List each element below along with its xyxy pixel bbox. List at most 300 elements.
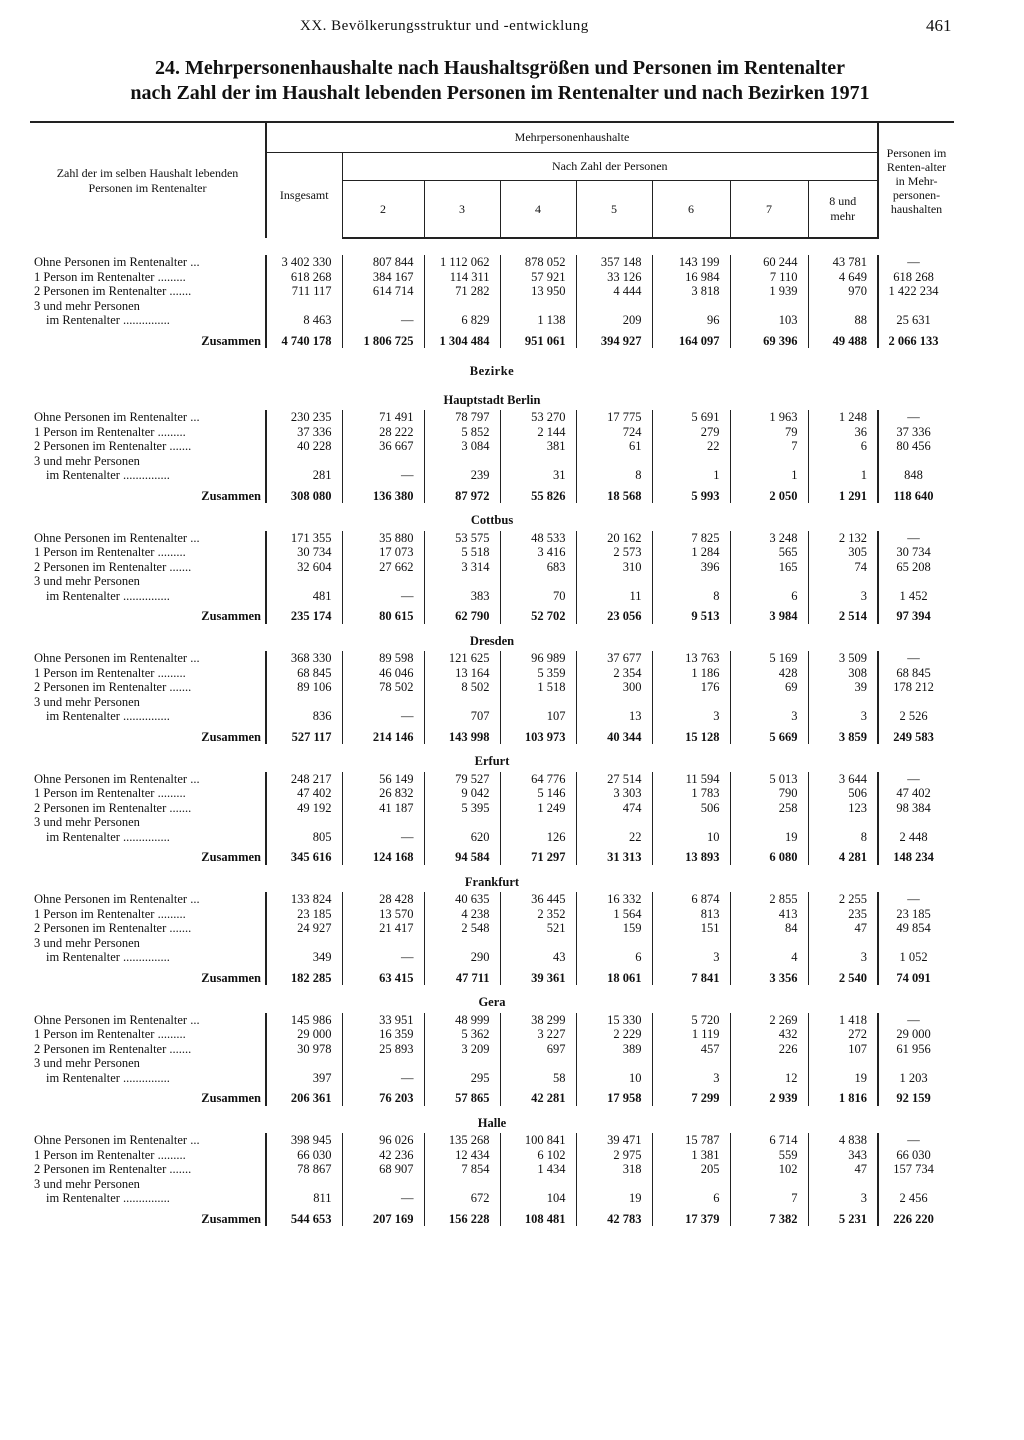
cell-value: 6 <box>576 936 652 965</box>
cell-value: 26 832 <box>342 786 424 801</box>
total-value: 148 234 <box>878 844 954 865</box>
cell-value: 457 <box>652 1042 730 1057</box>
statistics-table <box>30 121 954 1226</box>
cell-value: 1 112 062 <box>424 255 500 270</box>
cell-value: 1 452 <box>878 574 954 603</box>
cell-value: — <box>342 1177 424 1206</box>
district-heading-row <box>30 383 954 411</box>
cell-value: 65 208 <box>878 560 954 575</box>
cell-value: — <box>878 772 954 787</box>
row-label-text-2: im Rentenalter ............... <box>46 950 170 964</box>
total-value: 214 146 <box>342 724 424 745</box>
cell-value: 33 126 <box>576 270 652 285</box>
table-row <box>30 545 954 560</box>
cell-value: 21 417 <box>342 921 424 936</box>
cell-value: 836 <box>266 695 342 724</box>
cell-value: 3 084 <box>424 439 500 454</box>
row-label-text: 3 und mehr Personen <box>34 1176 140 1191</box>
cell-value: 5 359 <box>500 666 576 681</box>
cell-value: 258 <box>730 801 808 816</box>
cell-value: 22 <box>652 439 730 454</box>
cell-value: 13 950 <box>500 284 576 299</box>
total-value: 527 117 <box>266 724 342 745</box>
table-row <box>30 560 954 575</box>
cell-value: 36 445 <box>500 892 576 907</box>
cell-value: — <box>342 454 424 483</box>
cell-value: 3 248 <box>730 531 808 546</box>
row-label-text: Ohne Personen im Rentenalter ... <box>34 771 200 786</box>
cell-value: 23 185 <box>266 907 342 922</box>
total-row <box>30 328 954 349</box>
col-header-4: 4 <box>500 180 576 238</box>
cell-value: 209 <box>576 299 652 328</box>
row-label-text: 3 und mehr Personen <box>34 694 140 709</box>
row-label-text: 1 Person im Rentenalter ......... <box>34 424 186 439</box>
cell-value: 39 <box>808 680 878 695</box>
row-label <box>30 410 266 425</box>
cell-value: 37 336 <box>878 425 954 440</box>
cell-value: 384 167 <box>342 270 424 285</box>
total-value: 63 415 <box>342 965 424 986</box>
cell-value: 47 <box>808 1162 878 1177</box>
cell-value: 349 <box>266 936 342 965</box>
cell-value: 13 570 <box>342 907 424 922</box>
cell-value: 1 434 <box>500 1162 576 1177</box>
total-value: 17 379 <box>652 1206 730 1227</box>
bezirke-label: Bezirke <box>469 364 515 378</box>
cell-value: 1 564 <box>576 907 652 922</box>
cell-value: 4 649 <box>808 270 878 285</box>
total-value: 4 281 <box>808 844 878 865</box>
row-label-text: Ohne Personen im Rentenalter ... <box>34 530 200 545</box>
row-label-text: Ohne Personen im Rentenalter ... <box>34 1133 200 1147</box>
cell-value: 724 <box>576 425 652 440</box>
total-value: 156 228 <box>424 1206 500 1227</box>
cell-value: 133 824 <box>266 892 342 907</box>
cell-value: 36 667 <box>342 439 424 454</box>
district-heading-row <box>30 503 954 531</box>
total-value: 13 893 <box>652 844 730 865</box>
total-value: 55 826 <box>500 483 576 504</box>
cell-value: 28 222 <box>342 425 424 440</box>
cell-value: 3 303 <box>576 786 652 801</box>
cell-value: 56 149 <box>342 772 424 787</box>
cell-value: 6 <box>652 1177 730 1206</box>
row-label <box>30 921 266 936</box>
cell-value: 683 <box>500 560 576 575</box>
cell-value: 29 000 <box>878 1027 954 1042</box>
table-row <box>30 666 954 681</box>
cell-value: 69 <box>730 680 808 695</box>
total-value: 17 958 <box>576 1085 652 1106</box>
cell-value: 43 781 <box>808 255 878 270</box>
total-label: Zusammen <box>201 1211 261 1226</box>
cell-value: 239 <box>424 454 500 483</box>
cell-value: 1 <box>730 454 808 483</box>
cell-value: 28 428 <box>342 892 424 907</box>
cell-value: 88 <box>808 299 878 328</box>
cell-value: 66 030 <box>266 1148 342 1163</box>
cell-value: 3 <box>808 574 878 603</box>
total-label: Zusammen <box>201 609 261 623</box>
cell-value: 2 548 <box>424 921 500 936</box>
cell-value: 176 <box>652 680 730 695</box>
total-value: 136 380 <box>342 483 424 504</box>
total-row <box>30 1085 954 1106</box>
row-label <box>30 1027 266 1042</box>
table-row <box>30 892 954 907</box>
total-value: 1 304 484 <box>424 328 500 349</box>
spacer-row <box>30 238 954 255</box>
total-value: 9 513 <box>652 603 730 624</box>
row-label-text-2: im Rentenalter ............... <box>46 588 170 603</box>
cell-value: 618 268 <box>266 270 342 285</box>
cell-value: 3 209 <box>424 1042 500 1057</box>
total-value: 42 281 <box>500 1085 576 1106</box>
cell-value: 123 <box>808 801 878 816</box>
table-body <box>30 238 954 1226</box>
total-value: 2 066 133 <box>878 328 954 349</box>
cell-value: 61 956 <box>878 1042 954 1057</box>
row-label <box>30 1042 266 1057</box>
cell-value: 279 <box>652 425 730 440</box>
row-label <box>30 299 266 328</box>
total-row <box>30 1206 954 1227</box>
total-value: 164 097 <box>652 328 730 349</box>
cell-value: 848 <box>878 454 954 483</box>
district-name: Frankfurt <box>464 874 520 889</box>
table-row <box>30 1133 954 1148</box>
cell-value: 41 187 <box>342 801 424 816</box>
cell-value: — <box>878 531 954 546</box>
table-row <box>30 284 954 299</box>
table-row <box>30 410 954 425</box>
row-label-text: 2 Personen im Rentenalter ....... <box>34 559 192 574</box>
cell-value: 38 299 <box>500 1013 576 1028</box>
cell-value: 31 <box>500 454 576 483</box>
cell-value: 30 734 <box>266 545 342 560</box>
cell-value: 1 284 <box>652 545 730 560</box>
row-label <box>30 454 266 483</box>
cell-value: 49 192 <box>266 801 342 816</box>
cell-value: 970 <box>808 284 878 299</box>
cell-value: 16 359 <box>342 1027 424 1042</box>
cell-value: 226 <box>730 1042 808 1057</box>
cell-value: 396 <box>652 560 730 575</box>
cell-value: 1 249 <box>500 801 576 816</box>
total-value: 92 159 <box>878 1085 954 1106</box>
total-value: 544 653 <box>266 1206 342 1227</box>
table-row <box>30 815 954 844</box>
cell-value: 171 355 <box>266 531 342 546</box>
cell-value: 383 <box>424 574 500 603</box>
row-label <box>30 651 266 666</box>
total-row <box>30 483 954 504</box>
total-value: 57 865 <box>424 1085 500 1106</box>
table-row <box>30 574 954 603</box>
cell-value: 5 518 <box>424 545 500 560</box>
district-name: Gera <box>478 995 506 1009</box>
total-value: 1 806 725 <box>342 328 424 349</box>
total-value: 18 568 <box>576 483 652 504</box>
cell-value: 48 533 <box>500 531 576 546</box>
stub-header: Zahl der im selben Haushalt lebenden Personen im Rentenalter <box>30 122 266 238</box>
row-label <box>30 1013 266 1028</box>
total-value: 1 291 <box>808 483 878 504</box>
cell-value: 53 575 <box>424 531 500 546</box>
cell-value: 805 <box>266 815 342 844</box>
total-value: 40 344 <box>576 724 652 745</box>
cell-value: 121 625 <box>424 651 500 666</box>
total-value: 345 616 <box>266 844 342 865</box>
cell-value: 318 <box>576 1162 652 1177</box>
cell-value: 15 330 <box>576 1013 652 1028</box>
table-row <box>30 531 954 546</box>
cell-value: 3 <box>808 936 878 965</box>
cell-value: 7 <box>730 1177 808 1206</box>
cell-value: 126 <box>500 815 576 844</box>
cell-value: — <box>878 892 954 907</box>
cell-value: 46 046 <box>342 666 424 681</box>
row-label <box>30 801 266 816</box>
cell-value: 4 444 <box>576 284 652 299</box>
cell-value: 57 921 <box>500 270 576 285</box>
cell-value: 6 874 <box>652 892 730 907</box>
row-label <box>30 545 266 560</box>
table-row <box>30 801 954 816</box>
cell-value: 6 <box>808 439 878 454</box>
cell-value: 78 867 <box>266 1162 342 1177</box>
district-name: Dresden <box>469 633 515 648</box>
cell-value: 205 <box>652 1162 730 1177</box>
cell-value: 23 185 <box>878 907 954 922</box>
cell-value: 2 269 <box>730 1013 808 1028</box>
total-value: 69 396 <box>730 328 808 349</box>
cell-value: 47 402 <box>878 786 954 801</box>
row-label <box>30 439 266 454</box>
cell-value: 5 852 <box>424 425 500 440</box>
bezirke-row <box>30 348 954 383</box>
row-label-text: 2 Personen im Rentenalter ....... <box>34 921 192 935</box>
cell-value: 1 203 <box>878 1056 954 1085</box>
cell-value: 813 <box>652 907 730 922</box>
cell-value: 413 <box>730 907 808 922</box>
table-header <box>30 122 954 238</box>
total-value: 62 790 <box>424 603 500 624</box>
cell-value: 2 354 <box>576 666 652 681</box>
cell-value: 3 314 <box>424 560 500 575</box>
cell-value: 2 448 <box>878 815 954 844</box>
cell-value: 8 502 <box>424 680 500 695</box>
total-value: 108 481 <box>500 1206 576 1227</box>
cell-value: 8 <box>576 454 652 483</box>
cell-value: 2 975 <box>576 1148 652 1163</box>
col-header-3: 3 <box>424 180 500 238</box>
row-label <box>30 680 266 695</box>
cell-value: 10 <box>652 815 730 844</box>
cell-value: 3 509 <box>808 651 878 666</box>
subgroup-header: Nach Zahl der Personen <box>342 152 878 180</box>
cell-value: 506 <box>652 801 730 816</box>
row-label-text: Ohne Personen im Rentenalter ... <box>34 651 200 665</box>
row-label <box>30 666 266 681</box>
table-row <box>30 695 954 724</box>
cell-value: 7 <box>730 439 808 454</box>
cell-value: 300 <box>576 680 652 695</box>
row-label <box>30 936 266 965</box>
table-row <box>30 439 954 454</box>
district-heading-row <box>30 1106 954 1134</box>
row-label-text: Ohne Personen im Rentenalter ... <box>34 255 200 269</box>
row-label <box>30 892 266 907</box>
cell-value: 66 030 <box>878 1148 954 1163</box>
row-label-text: 1 Person im Rentenalter ......... <box>34 786 186 800</box>
cell-value: 102 <box>730 1162 808 1177</box>
cell-value: 40 635 <box>424 892 500 907</box>
total-value: 249 583 <box>878 724 954 745</box>
cell-value: 8 463 <box>266 299 342 328</box>
row-label <box>30 284 266 299</box>
cell-value: 3 644 <box>808 772 878 787</box>
total-row <box>30 965 954 986</box>
cell-value: 707 <box>424 695 500 724</box>
cell-value: 49 854 <box>878 921 954 936</box>
cell-value: 2 456 <box>878 1177 954 1206</box>
total-value: 47 711 <box>424 965 500 986</box>
cell-value: 48 999 <box>424 1013 500 1028</box>
row-label <box>30 1133 266 1148</box>
cell-value: 6 829 <box>424 299 500 328</box>
table-row <box>30 1162 954 1177</box>
total-value: 7 299 <box>652 1085 730 1106</box>
running-head: XX. Bevölkerungsstruktur und -entwicklung <box>300 18 589 34</box>
cell-value: 135 268 <box>424 1133 500 1148</box>
cell-value: 2 229 <box>576 1027 652 1042</box>
cell-value: 30 978 <box>266 1042 342 1057</box>
cell-value: 178 212 <box>878 680 954 695</box>
cell-value: 1 939 <box>730 284 808 299</box>
district-name: Hauptstadt Berlin <box>443 392 541 407</box>
row-label <box>30 560 266 575</box>
row-label <box>30 786 266 801</box>
row-label <box>30 907 266 922</box>
total-value: 87 972 <box>424 483 500 504</box>
cell-value: 343 <box>808 1148 878 1163</box>
cell-value: 16 984 <box>652 270 730 285</box>
cell-value: 5 169 <box>730 651 808 666</box>
cell-value: 1 <box>652 454 730 483</box>
cell-value: 3 <box>808 1177 878 1206</box>
total-value: 1 816 <box>808 1085 878 1106</box>
total-value: 235 174 <box>266 603 342 624</box>
row-label <box>30 425 266 440</box>
row-label-text: 2 Personen im Rentenalter ....... <box>34 680 192 694</box>
cell-value: 37 677 <box>576 651 652 666</box>
cell-value: 98 384 <box>878 801 954 816</box>
cell-value: 295 <box>424 1056 500 1085</box>
cell-value: 389 <box>576 1042 652 1057</box>
cell-value: 43 <box>500 936 576 965</box>
cell-value: 151 <box>652 921 730 936</box>
cell-value: 42 236 <box>342 1148 424 1163</box>
page-number: 461 <box>926 16 952 35</box>
table-row <box>30 1042 954 1057</box>
table-row <box>30 1056 954 1085</box>
spacer-cell <box>30 238 954 255</box>
cell-value: 559 <box>730 1148 808 1163</box>
table-row <box>30 651 954 666</box>
row-label-text: 3 und mehr Personen <box>34 1056 140 1070</box>
cell-value: 5 691 <box>652 410 730 425</box>
total-value: 2 514 <box>808 603 878 624</box>
cell-value: 96 026 <box>342 1133 424 1148</box>
cell-value: 614 714 <box>342 284 424 299</box>
cell-value: 3 818 <box>652 284 730 299</box>
cell-value: 37 336 <box>266 425 342 440</box>
cell-value: 64 776 <box>500 772 576 787</box>
cell-value: 235 <box>808 907 878 922</box>
cell-value: 114 311 <box>424 270 500 285</box>
cell-value: — <box>878 651 954 666</box>
cell-value: 1 783 <box>652 786 730 801</box>
total-label: Zusammen <box>201 333 261 348</box>
total-value: 94 584 <box>424 844 500 865</box>
cell-value: 13 164 <box>424 666 500 681</box>
table-row <box>30 1013 954 1028</box>
cell-value: 2 132 <box>808 531 878 546</box>
cell-value: 4 838 <box>808 1133 878 1148</box>
cell-value: 565 <box>730 545 808 560</box>
cell-value: 24 927 <box>266 921 342 936</box>
row-label-text: 3 und mehr Personen <box>34 453 140 468</box>
cell-value: 5 362 <box>424 1027 500 1042</box>
cell-value: 9 042 <box>424 786 500 801</box>
cell-value: 308 <box>808 666 878 681</box>
total-value: 3 984 <box>730 603 808 624</box>
cell-value: 272 <box>808 1027 878 1042</box>
cell-value: 3 <box>652 1056 730 1085</box>
cell-value: 811 <box>266 1177 342 1206</box>
row-label-text-2: im Rentenalter ............... <box>46 1191 170 1205</box>
cell-value: 79 <box>730 425 808 440</box>
total-value: 5 993 <box>652 483 730 504</box>
district-heading-row <box>30 865 954 893</box>
cell-value: 68 845 <box>878 666 954 681</box>
total-value: 182 285 <box>266 965 342 986</box>
cell-value: 27 662 <box>342 560 424 575</box>
cell-value: 68 845 <box>266 666 342 681</box>
row-label-text: 3 und mehr Personen <box>34 574 140 588</box>
total-value: 31 313 <box>576 844 652 865</box>
total-value: 207 169 <box>342 1206 424 1227</box>
cell-value: 33 951 <box>342 1013 424 1028</box>
row-label <box>30 695 266 724</box>
cell-value: 1 422 234 <box>878 284 954 299</box>
total-value: 226 220 <box>878 1206 954 1227</box>
row-label-text: 1 Person im Rentenalter ......... <box>34 665 186 680</box>
total-row <box>30 724 954 745</box>
cell-value: 1 248 <box>808 410 878 425</box>
cell-value: 8 <box>652 574 730 603</box>
total-value: 143 998 <box>424 724 500 745</box>
cell-value: 10 <box>576 1056 652 1085</box>
cell-value: 145 986 <box>266 1013 342 1028</box>
table-row <box>30 270 954 285</box>
total-value: 97 394 <box>878 603 954 624</box>
cell-value: 13 <box>576 695 652 724</box>
cell-value: 305 <box>808 545 878 560</box>
cell-value: 230 235 <box>266 410 342 425</box>
